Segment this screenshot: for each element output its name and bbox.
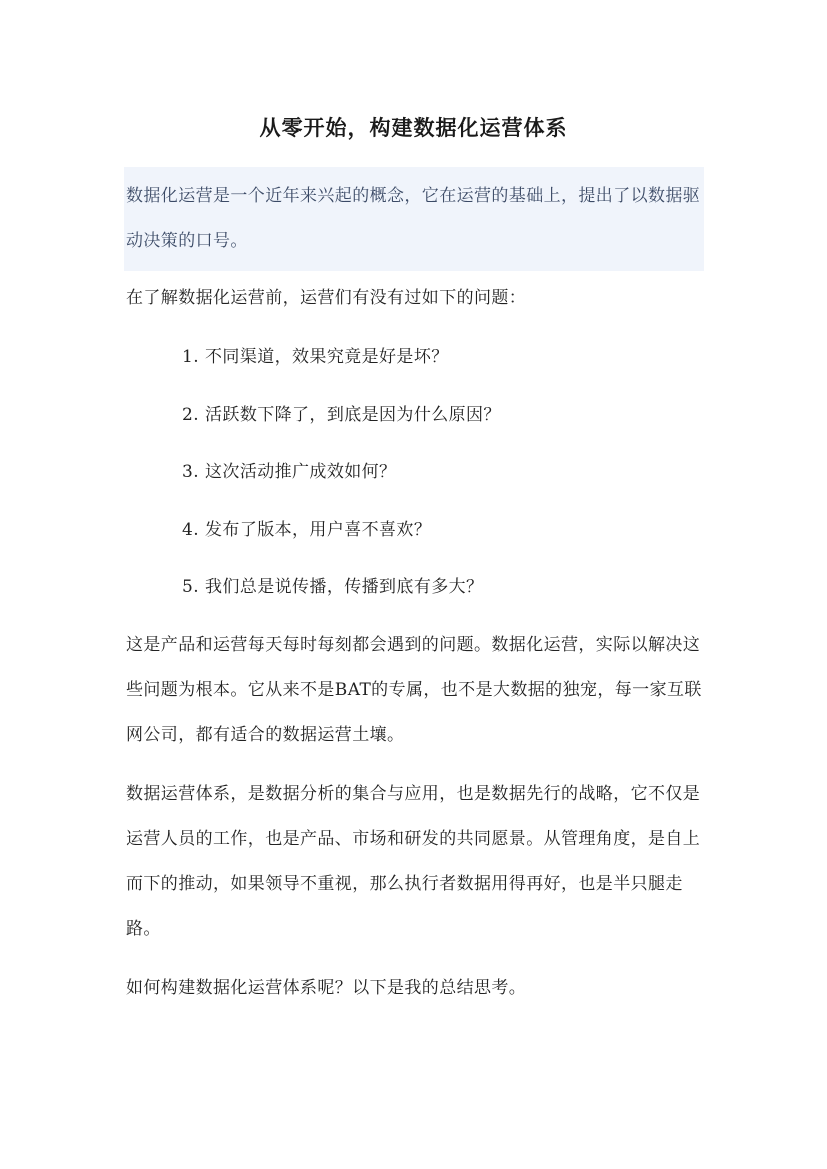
list-item-number: 5. <box>182 577 200 598</box>
callout-text: 数据化运营是一个近年来兴起的概念，它在运营的基础上，提出了以数据驱动决策的口号。 <box>126 186 701 251</box>
list-item <box>182 565 682 623</box>
list-item-text: 不同渠道，效果究竟是好是坏？ <box>205 347 449 367</box>
list-item-text: 发布了版本，用户喜不喜欢？ <box>205 519 432 540</box>
question-list <box>182 335 682 623</box>
body-paragraph-3: 如何构建数据化运营体系呢？以下是我的总结思考。 <box>126 978 527 998</box>
body-paragraph-1: 这是产品和运营每天每时每刻都会遇到的问题。数据化运营，实际以解决这些问题为根本。它从来不是BAT的专属，也不是大数据的独宠，每一家互联网公司，都有适合的数据运营土壤。 <box>126 635 702 745</box>
list-item-text: 这次活动推广成效如何？ <box>205 462 397 483</box>
list-item-number: 2. <box>182 404 200 425</box>
list-item-text: 活跃数下降了，到底是因为什么原因？ <box>205 404 501 425</box>
list-item-number: 1. <box>182 347 200 367</box>
list-item-number: 4. <box>182 519 200 540</box>
intro-callout <box>124 167 704 271</box>
list-item-number: 3. <box>182 462 200 483</box>
document-title: 从零开始，构建数据化运营体系 <box>259 115 568 140</box>
intro-paragraph: 在了解数据化运营前，运营们有没有过如下的问题： <box>126 288 527 308</box>
list-item <box>182 450 682 508</box>
list-item <box>182 508 682 566</box>
body-paragraph-2: 数据运营体系，是数据分析的集合与应用，也是数据先行的战略，它不仅是运营人员的工作，也是产品、市场和研发的共同愿景。从管理角度，是自上而下的推动，如果领导不重视，那么执行者数据用得再好，也是半只腿走路。 <box>126 784 701 939</box>
list-item <box>182 335 682 393</box>
list-item-text: 我们总是说传播，传播到底有多大？ <box>205 577 484 598</box>
list-item <box>182 393 682 451</box>
